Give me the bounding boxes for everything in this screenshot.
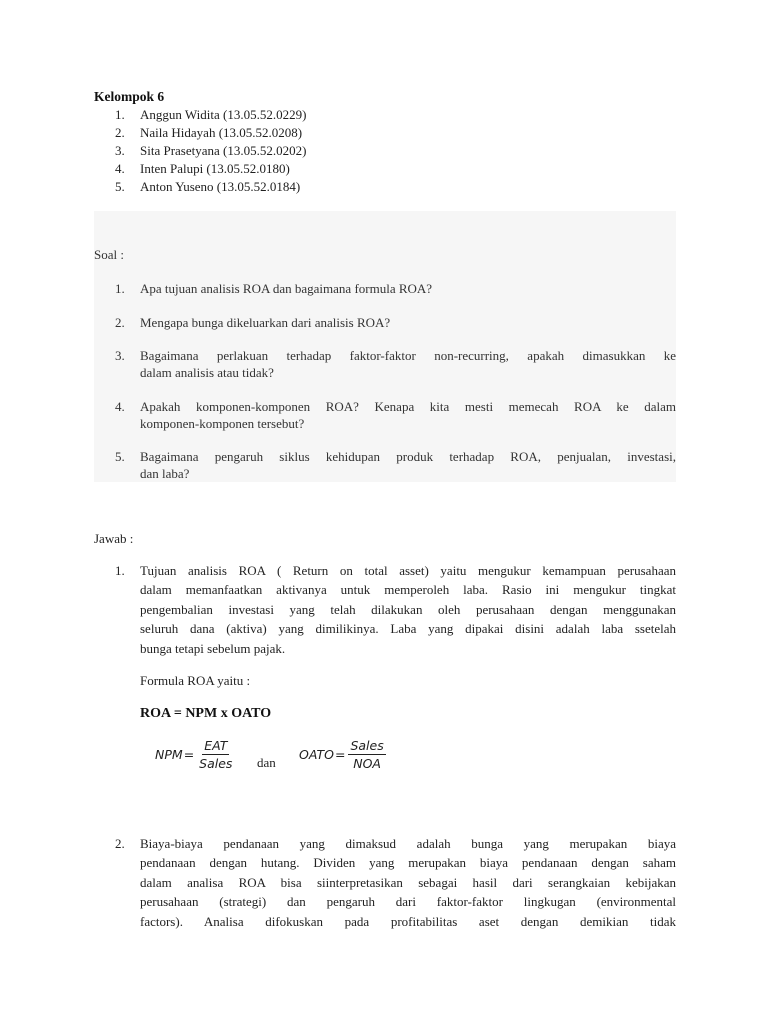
list-number: 3. xyxy=(115,143,125,158)
fraction-numerator: Sales xyxy=(350,738,384,753)
equals-sign: = xyxy=(334,747,346,762)
answer-line: pengembalian investasi yang telah dilakukan oleh perusahaan dengan menggunakan xyxy=(140,601,676,617)
list-number: 1. xyxy=(115,281,125,296)
question-text xyxy=(140,398,676,432)
question-item xyxy=(94,314,676,331)
list-number: 1. xyxy=(115,563,125,578)
question-line: Bagaimana pengaruh siklus kehidupan produk terhadap ROA, penjualan, investasi, xyxy=(140,449,676,464)
npm-formula xyxy=(155,738,234,771)
question-line: dan laba? xyxy=(140,466,190,481)
answer-line: dalam analisa ROA bisa siinterpretasikan sebagai hasil dari serangkaian kebijakan xyxy=(140,874,676,890)
member-name: Naila Hidayah (13.05.52.0208) xyxy=(140,125,303,140)
answer-line: Biaya-biaya pendanaan yang dimaksud adalah bunga yang merupakan biaya xyxy=(140,836,676,851)
question-line: Bagaimana perlakuan terhadap faktor-faktor non-recurring, apakah dimasukkan ke xyxy=(140,348,676,363)
npm-symbol: NPM xyxy=(155,747,183,762)
member-list xyxy=(94,106,676,196)
oato-formula xyxy=(299,738,386,771)
formula-label: Formula ROA yaitu : xyxy=(140,673,251,688)
fraction-denominator: NOA xyxy=(353,756,381,771)
answer-line: pendanaan dengan hutang. Dividen yang merupakan biaya pendanaan dengan saham xyxy=(140,855,676,871)
member-name: Inten Palupi (13.05.52.0180) xyxy=(140,161,290,176)
question-line: dalam analisis atau tidak? xyxy=(140,365,274,380)
list-item xyxy=(94,142,676,160)
conjunction-text: dan xyxy=(257,755,276,770)
answer-text xyxy=(140,561,676,658)
member-name: Anton Yuseno (13.05.52.0184) xyxy=(140,179,301,194)
question-line: komponen-komponen tersebut? xyxy=(140,416,305,431)
group-title: Kelompok 6 xyxy=(94,89,165,104)
question-item xyxy=(94,280,676,297)
roa-formula: ROA = NPM x OATO xyxy=(140,706,272,721)
question-text xyxy=(140,347,676,381)
fraction-denominator: Sales xyxy=(199,756,233,771)
list-number: 4. xyxy=(115,399,125,414)
answer-item xyxy=(94,561,676,658)
question-text: Apa tujuan analisis ROA dan bagaimana formula ROA? xyxy=(140,281,433,296)
answer-line: dalam memanfaatkan aktivanya untuk memperoleh laba. Rasio ini mengukur tingkat xyxy=(140,582,676,598)
oato-symbol: OATO xyxy=(299,747,334,762)
answer-line: perusahaan (strategi) dan pengaruh dari faktor-faktor lingkugan (environmental xyxy=(140,894,676,910)
question-text xyxy=(140,448,676,482)
question-line: Apakah komponen-komponen ROA? Kenapa kita mesti memecah ROA ke dalam xyxy=(140,399,676,414)
list-item xyxy=(94,106,676,124)
question-item xyxy=(94,448,676,482)
question-section-label: Soal : xyxy=(94,247,124,262)
answer-line: Tujuan analisis ROA ( Return on total asset) yaitu mengukur kemampuan perusahaan xyxy=(140,563,676,578)
question-item xyxy=(94,398,676,432)
member-name: Anggun Widita (13.05.52.0229) xyxy=(140,107,307,122)
answer-line: bunga tetapi sebelum pajak. xyxy=(140,640,286,656)
equals-sign: = xyxy=(183,747,195,762)
list-item xyxy=(94,124,676,142)
list-number: 5. xyxy=(115,449,125,464)
list-item xyxy=(94,178,676,196)
answer-text xyxy=(140,834,676,931)
list-number: 2. xyxy=(115,125,125,140)
list-item xyxy=(94,160,676,178)
list-number: 2. xyxy=(115,836,125,851)
npm-fraction xyxy=(197,738,234,771)
group-header xyxy=(94,88,676,196)
oato-fraction xyxy=(348,738,385,771)
answer-item xyxy=(94,834,676,931)
question-item xyxy=(94,347,676,381)
fraction-numerator: EAT xyxy=(204,738,228,753)
member-name: Sita Prasetyana (13.05.52.0202) xyxy=(140,143,307,158)
list-number: 1. xyxy=(115,107,125,122)
list-number: 3. xyxy=(115,348,125,363)
question-text: Mengapa bunga dikeluarkan dari analisis ROA? xyxy=(140,315,391,330)
list-number: 4. xyxy=(115,161,125,176)
list-number: 5. xyxy=(115,179,125,194)
list-number: 2. xyxy=(115,315,125,330)
answer-section-label: Jawab : xyxy=(94,531,134,546)
answer-line: factors). Analisa difokuskan pada profitabilitas aset dengan demikian tidak xyxy=(140,913,676,929)
answer-line: seluruh dana (aktiva) yang dimilikinya. Laba yang dipakai disini adalah laba ssetelah xyxy=(140,621,676,637)
